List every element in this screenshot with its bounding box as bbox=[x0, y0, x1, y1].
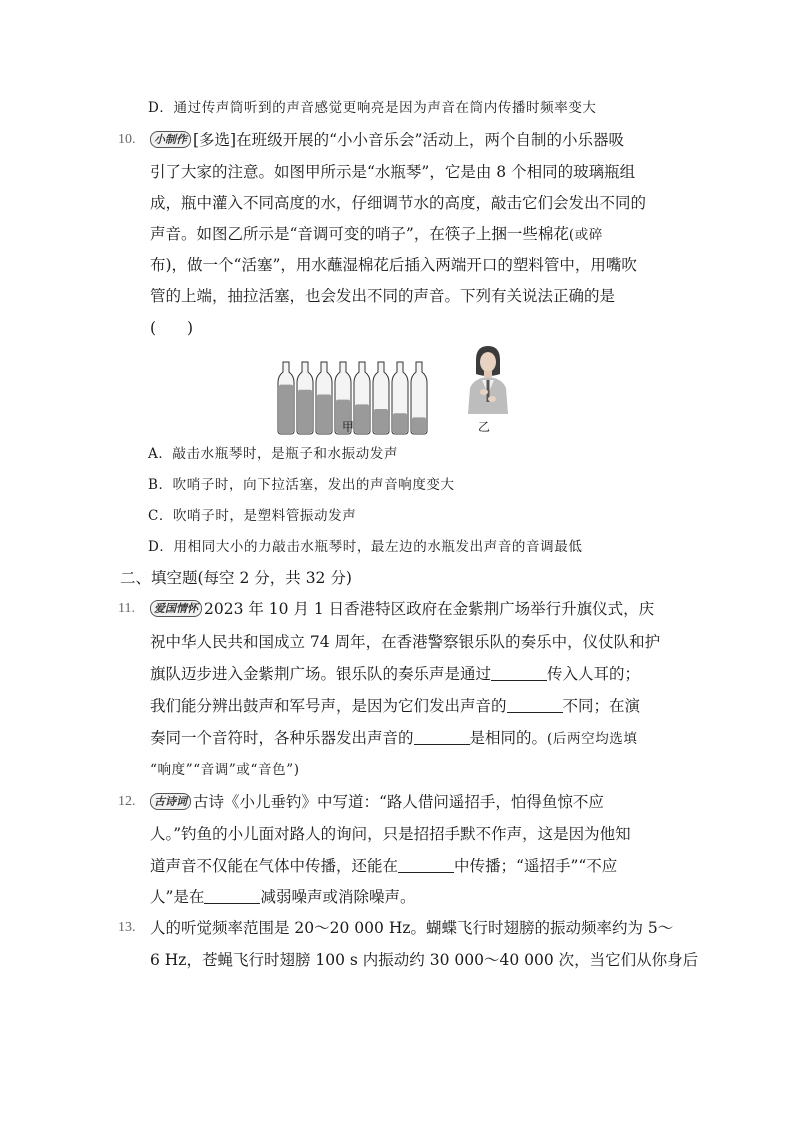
bottle-water-7 bbox=[393, 413, 407, 433]
q10-number: 10. bbox=[118, 132, 136, 147]
q11-text-4a: 我们能分辨出鼓声和军号声，是因为它们发出声音的 bbox=[150, 697, 507, 715]
q12-tag: 古诗词 bbox=[150, 793, 191, 810]
q10-note: (或碎 bbox=[568, 227, 603, 243]
q12-blank-1[interactable] bbox=[398, 858, 454, 873]
q10-answer-paren: ( ) bbox=[150, 319, 194, 337]
q10-option-a: A．敲击水瓶琴时，是瓶子和水振动发声 bbox=[148, 446, 399, 462]
girl-blowing-whistle-illustration bbox=[462, 344, 514, 414]
bottle-water-2 bbox=[298, 390, 312, 433]
q10-figure bbox=[276, 344, 516, 434]
q12-line-2: 人。”钓鱼的小儿面对路人的询问，只是招招手默不作声，这是因为他知 bbox=[150, 825, 631, 843]
q13-line-2: 6 Hz，苍蝇飞行时翅膀 100 s 内振动约 30 000～40 000 次，当它们从你身后 bbox=[150, 951, 699, 969]
q11-tag: 爱国情怀 bbox=[150, 600, 202, 617]
q11-text-4b: 不同；在演 bbox=[562, 697, 641, 715]
q12-text-3a: 道声音不仅能在气体中传播，还能在 bbox=[150, 857, 399, 875]
q12-text-3b: 中传播；“遥招手”“不应 bbox=[454, 857, 618, 875]
q10-option-d: D．用相同大小的力敲击水瓶琴时，最左边的水瓶发出声音的音调最低 bbox=[148, 539, 583, 555]
q12-text-1: 古诗《小儿垂钓》中写道：“路人借问遥招手，怕得鱼惊不应 bbox=[193, 793, 604, 811]
q12-blank-2[interactable] bbox=[204, 889, 260, 904]
q10-option-b: B．吹哨子时，向下拉活塞，发出的声音响度变大 bbox=[148, 477, 455, 493]
q13-number: 13. bbox=[118, 920, 136, 935]
q11-text-3a: 旗队迈步进入金紫荆广场。银乐队的奏乐声是通过 bbox=[150, 665, 492, 683]
q10-text-1: [多选]在班级开展的“小小音乐会”活动上，两个自制的小乐器吸 bbox=[193, 131, 624, 149]
q11-blank-3[interactable] bbox=[414, 730, 470, 745]
q11-line-1 bbox=[150, 599, 654, 619]
section-2-heading: 二、填空题(每空 2 分，共 32 分) bbox=[120, 569, 352, 587]
q12-line-1 bbox=[150, 792, 604, 812]
q11-line-2: 祝中华人民共和国成立 74 周年，在香港警察银乐队的奏乐中，仪仗队和护 bbox=[150, 633, 661, 651]
q11-text-3b: 传入人耳的； bbox=[547, 665, 641, 683]
q13-line-1: 人的听觉频率范围是 20～20 000 Hz。蝴蝶飞行时翅膀的振动频率约为 5～ bbox=[150, 919, 674, 937]
q12-text-4b: 减弱噪声或消除噪声。 bbox=[260, 888, 416, 906]
q10-line-3: 成，瓶中灌入不同高度的水，仔细调节水的高度，敲击它们会发出不同的 bbox=[150, 194, 647, 212]
q11-line-6: “响度”“音调”或“音色”) bbox=[150, 762, 300, 778]
q12-line-3 bbox=[150, 856, 617, 876]
q11-text-5b: 是相同的。 bbox=[469, 729, 548, 747]
q12-text-4a: 人”是在 bbox=[150, 888, 205, 906]
q10-line-1 bbox=[150, 130, 624, 150]
q11-number: 11. bbox=[118, 601, 135, 616]
q10-line-6: 管的上端，抽拉活塞，也会发出不同的声音。下列有关说法正确的是 bbox=[150, 287, 616, 305]
q10-line-2: 引了大家的注意。如图甲所示是“水瓶琴”，它是由 8 个相同的玻璃瓶组 bbox=[150, 163, 636, 181]
q11-line-3 bbox=[150, 664, 640, 684]
q10-tag: 小制作 bbox=[150, 131, 191, 148]
q11-text-1: 2023 年 10 月 1 日香港特区政府在金紫荆广场举行升旗仪式，庆 bbox=[204, 600, 655, 618]
q11-text-5c: (后两空均选填 bbox=[547, 731, 638, 747]
q11-line-5 bbox=[150, 728, 638, 749]
figure-label-jia: 甲 bbox=[342, 420, 355, 434]
bottle-water-5 bbox=[355, 404, 369, 433]
q12-number: 12. bbox=[118, 794, 136, 809]
bottle-water-3 bbox=[317, 394, 331, 433]
bottle-water-8 bbox=[412, 417, 426, 433]
q12-line-4 bbox=[150, 887, 415, 907]
q10-option-c: C．吹哨子时，是塑料管振动发声 bbox=[148, 508, 357, 524]
water-bottle-piano-illustration bbox=[276, 358, 436, 436]
q10-text-4: 声音。如图乙所示是“音调可变的哨子”，在筷子上捆一些棉花 bbox=[150, 225, 569, 243]
bottle-water-6 bbox=[374, 409, 388, 433]
q9-option-d: D．通过传声筒听到的声音感觉更响亮是因为声音在筒内传播时频率变大 bbox=[148, 100, 597, 116]
q10-line-4 bbox=[150, 224, 603, 245]
q11-blank-1[interactable] bbox=[491, 666, 547, 681]
q11-line-4 bbox=[150, 696, 640, 716]
q11-text-5a: 奏同一个音符时，各种乐器发出声音的 bbox=[150, 729, 414, 747]
bottle-water-1 bbox=[279, 385, 293, 433]
q11-blank-2[interactable] bbox=[507, 698, 563, 713]
q10-line-5: 布)，做一个“活塞”，用水蘸湿棉花后插入两端开口的塑料管中，用嘴吹 bbox=[150, 256, 637, 274]
figure-label-yi: 乙 bbox=[478, 420, 491, 434]
